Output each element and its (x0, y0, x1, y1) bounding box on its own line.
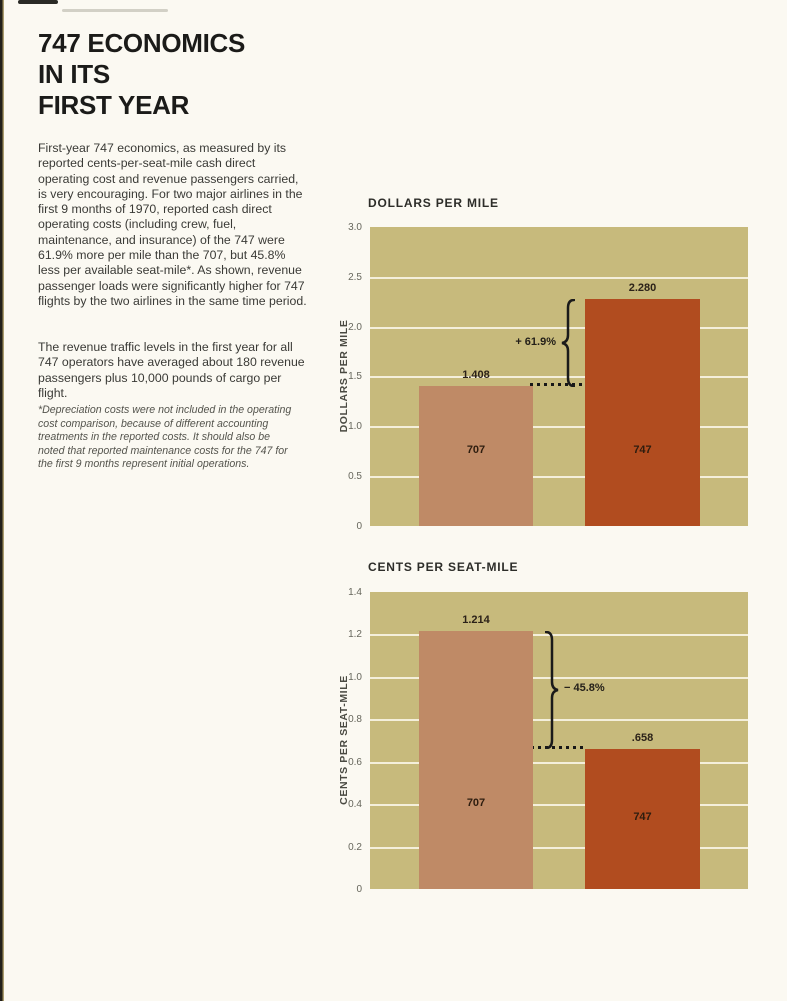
chart-dollars-per-mile (330, 196, 760, 532)
bar-category-label: 747 (633, 811, 652, 823)
tick-label: 0.8 (348, 714, 362, 725)
title-line-1: 747 ECONOMICS (38, 28, 246, 58)
title-line-3: FIRST YEAR (38, 90, 190, 120)
intro-paragraph: First-year 747 economics, as measured by its reported cents-per-seat-mile cash direct operating cost and revenue passengers carried, is very encouraging. For two major airlines in the first 9 months of 1970, reported cash direct operating costs (including crew, fuel, maintenance, and insurance) of the 747 were 61.9% more per mile than the 707, but 45.8% less per available seat-mile*. As shown, revenue passenger loads were significantly higher for 747 flights by the two airlines in the same time period. (38, 141, 307, 308)
tick-label: 0 (356, 884, 362, 895)
brace-annotation (545, 631, 559, 749)
bar-747 (585, 281, 700, 526)
scan-artifact (62, 9, 168, 12)
tick-label: 0.4 (348, 799, 362, 810)
percent-annotation: + 61.9% (515, 336, 556, 348)
chart-cents-per-seat-mile (330, 560, 760, 900)
brace-annotation (561, 299, 575, 387)
tick-label: 1.4 (348, 587, 362, 598)
page-edge-shadow (0, 0, 4, 1001)
tick-label: 2.0 (348, 322, 362, 333)
tick-label: 1.2 (348, 629, 362, 640)
bar-category-label: 747 (633, 444, 652, 456)
tick-label: 1.0 (348, 421, 362, 432)
scan-artifact (18, 0, 58, 4)
bar-value-label: .658 (631, 732, 654, 745)
percent-annotation: − 45.8% (564, 682, 605, 694)
traffic-paragraph: The revenue traffic levels in the first year for all 747 operators have averaged about 180 revenue passengers plus 10,000 pounds of cargo per flight. (38, 340, 305, 400)
bar-value-label: 2.280 (628, 281, 657, 294)
tick-label: 3.0 (348, 222, 362, 233)
footnote: *Depreciation costs were not included in the operating cost comparison, because of different accounting treatments in the reported costs. It should also be noted that reported maintenance costs for the 747 for the first 9 months represent initial operations. (38, 404, 292, 470)
tick-label: 0.2 (348, 842, 362, 853)
bar-707 (419, 614, 533, 889)
chart-title: DOLLARS PER MILE (368, 196, 499, 210)
y-axis-label: DOLLARS PER MILE (338, 319, 350, 433)
tick-label: 0.5 (348, 471, 362, 482)
tick-label: 0 (356, 521, 362, 532)
bar-value-label: 1.408 (462, 368, 490, 381)
plot-area (370, 227, 748, 526)
title-line-2: IN ITS (38, 59, 110, 89)
bar-707 (419, 368, 533, 526)
page-title (38, 28, 245, 121)
tick-label: 1.0 (348, 672, 362, 683)
tick-label: 0.6 (348, 757, 362, 768)
y-axis-label: CENTS PER SEAT-MILE (338, 675, 350, 805)
bar-747 (585, 732, 700, 889)
tick-label: 1.5 (348, 371, 362, 382)
bar-category-label: 707 (466, 797, 486, 809)
bar-value-label: 1.214 (462, 614, 490, 627)
chart-title: CENTS PER SEAT-MILE (368, 560, 519, 574)
tick-label: 2.5 (348, 272, 362, 283)
bar-category-label: 707 (466, 444, 486, 456)
plot-area (370, 592, 748, 889)
gridline (370, 277, 748, 279)
